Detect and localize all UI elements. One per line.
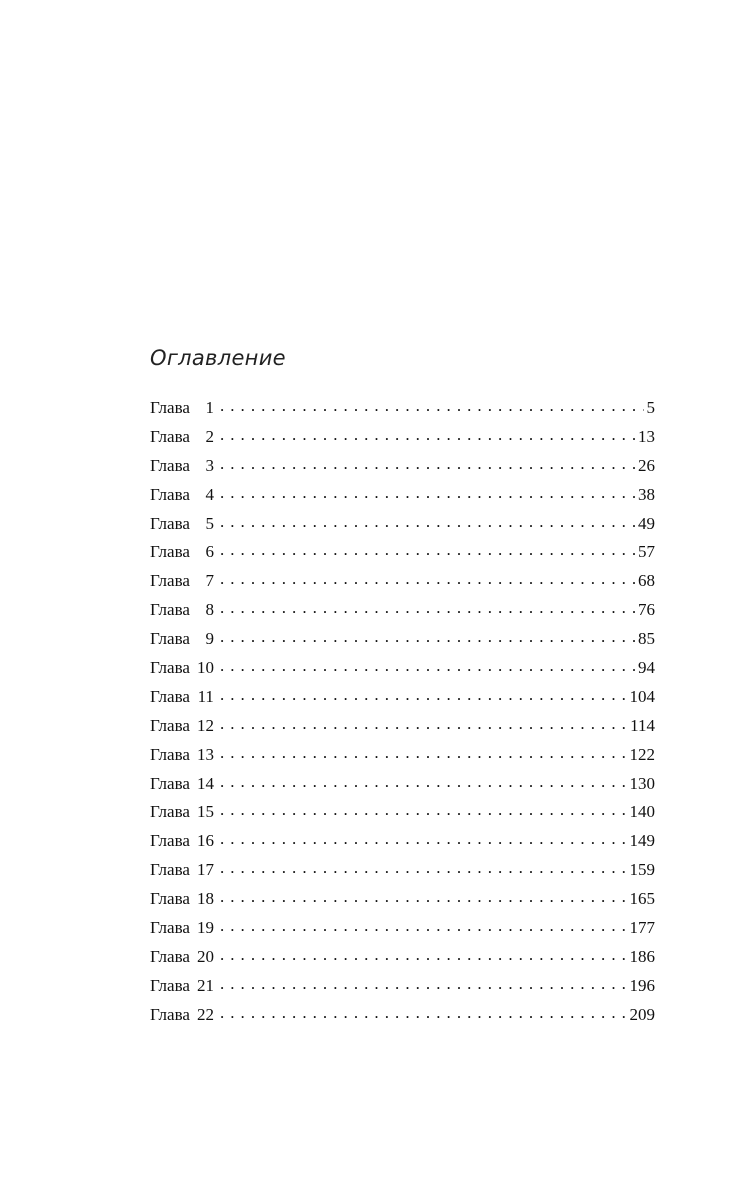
toc-dot-leader — [218, 598, 635, 615]
toc-entry-label: Глава — [150, 889, 190, 909]
toc-entry-page-number: 149 — [627, 831, 656, 851]
toc-entry-label: Глава — [150, 398, 190, 417]
toc-entry-page-number: 26 — [635, 456, 655, 476]
toc-dot-leader — [218, 945, 627, 962]
toc-entry-chapter-number: 4 — [205, 484, 214, 504]
toc-dot-leader — [218, 627, 635, 644]
toc-entry-chapter-number: 16 — [196, 831, 214, 851]
toc-entry-chapter-number: 14 — [196, 773, 214, 793]
toc-dot-leader — [218, 714, 627, 731]
toc-entry-page-number: 5 — [644, 398, 656, 418]
toc-entry[interactable] — [150, 916, 655, 945]
toc-dot-leader — [218, 1003, 627, 1020]
toc-entry-label: Глава — [150, 513, 190, 533]
toc-entry[interactable] — [150, 454, 655, 483]
toc-dot-leader — [218, 512, 635, 529]
toc-dot-leader — [218, 772, 627, 789]
toc-entry-chapter-number: 1 — [205, 398, 214, 417]
toc-entry-chapter-number: 22 — [196, 1004, 214, 1024]
toc-entry-label: Глава — [150, 658, 190, 678]
toc-entry[interactable] — [150, 627, 655, 656]
toc-entry-label: Глава — [150, 918, 190, 938]
toc-entry[interactable] — [150, 656, 655, 685]
toc-entry-chapter-number: 20 — [196, 946, 214, 966]
toc-dot-leader — [218, 800, 627, 817]
toc-entry-label: Глава — [150, 686, 190, 706]
toc-entry-label: Глава — [150, 773, 190, 793]
toc-dot-leader — [218, 425, 635, 442]
toc-entry-label: Глава — [150, 600, 190, 620]
toc-entry-chapter-number: 15 — [196, 802, 214, 822]
toc-entry[interactable] — [150, 714, 655, 743]
toc-dot-leader — [218, 829, 627, 846]
toc-entry-label: Глава — [150, 1004, 190, 1024]
toc-entry-page-number: 13 — [635, 427, 655, 447]
toc-entry-label: Глава — [150, 744, 190, 764]
toc-entry-label: Глава — [150, 975, 190, 995]
toc-entry[interactable] — [150, 1003, 655, 1032]
toc-entry[interactable] — [150, 483, 655, 512]
toc-entry[interactable] — [150, 512, 655, 541]
toc-entry-label: Глава — [150, 629, 190, 649]
toc-dot-leader — [218, 916, 627, 933]
toc-entry-page-number: 140 — [627, 802, 656, 822]
toc-entry-chapter-number: 7 — [205, 571, 214, 591]
toc-entry[interactable] — [150, 945, 655, 974]
toc-entry-page-number: 165 — [627, 889, 656, 909]
toc-dot-leader — [218, 483, 635, 500]
toc-dot-leader — [218, 743, 627, 760]
toc-entry-chapter-number: 2 — [205, 426, 214, 446]
toc-entry-label: Глава — [150, 571, 190, 591]
toc-entry-chapter-number: 18 — [196, 889, 214, 909]
toc-entry-page-number: 94 — [635, 658, 655, 678]
toc-entry-page-number: 122 — [627, 745, 656, 765]
toc-entry-chapter-number: 11 — [197, 686, 214, 706]
toc-entry-label: Глава — [150, 802, 190, 822]
toc-entry[interactable] — [150, 887, 655, 916]
toc-entry[interactable] — [150, 425, 655, 454]
toc-dot-leader — [218, 396, 644, 413]
toc-dot-leader — [218, 656, 635, 673]
toc-entry[interactable] — [150, 858, 655, 887]
table-of-contents — [150, 340, 655, 1032]
toc-entry-chapter-number: 9 — [205, 629, 214, 649]
toc-entry[interactable] — [150, 685, 655, 714]
toc-entry[interactable] — [150, 743, 655, 772]
toc-entry-page-number: 49 — [635, 514, 655, 534]
toc-entry[interactable] — [150, 800, 655, 829]
toc-entry-chapter-number: 21 — [196, 975, 214, 995]
toc-dot-leader — [218, 569, 635, 586]
toc-entry[interactable] — [150, 772, 655, 801]
toc-entry-chapter-number: 12 — [196, 715, 214, 735]
toc-entry-page-number: 114 — [627, 716, 655, 736]
toc-entry[interactable] — [150, 974, 655, 1003]
toc-entry-chapter-number: 17 — [196, 860, 214, 880]
toc-entry-label: Глава — [150, 542, 190, 562]
toc-entry-label: Глава — [150, 484, 190, 504]
toc-entry[interactable] — [150, 829, 655, 858]
toc-entry-label: Глава — [150, 860, 190, 880]
toc-entry-page-number: 186 — [627, 947, 656, 967]
toc-entry-chapter-number: 8 — [205, 600, 214, 620]
toc-entry-page-number: 209 — [627, 1005, 656, 1025]
toc-entry-page-number: 57 — [635, 542, 655, 562]
toc-entry[interactable] — [150, 396, 655, 425]
toc-entry[interactable] — [150, 598, 655, 627]
toc-entry-label: Глава — [150, 715, 190, 735]
toc-entry[interactable] — [150, 569, 655, 598]
toc-entry-chapter-number: 13 — [196, 744, 214, 764]
toc-title: Оглавление — [150, 346, 286, 370]
toc-entry-label: Глава — [150, 831, 190, 851]
toc-dot-leader — [218, 540, 635, 557]
toc-entry-label: Глава — [150, 426, 190, 446]
toc-entry-page-number: 76 — [635, 600, 655, 620]
toc-dot-leader — [218, 887, 627, 904]
toc-entry[interactable] — [150, 540, 655, 569]
toc-entry-label: Глава — [150, 455, 190, 475]
toc-entry-page-number: 177 — [627, 918, 656, 938]
toc-dot-leader — [218, 974, 627, 991]
toc-entry-label: Глава — [150, 946, 190, 966]
toc-entry-page-number: 68 — [635, 571, 655, 591]
toc-entry-chapter-number: 19 — [196, 918, 214, 938]
toc-entry-chapter-number: 3 — [205, 455, 214, 475]
toc-entry-page-number: 104 — [627, 687, 656, 707]
toc-entry-page-number: 196 — [627, 976, 656, 996]
toc-dot-leader — [218, 685, 627, 702]
toc-entry-page-number: 85 — [635, 629, 655, 649]
toc-entry-chapter-number: 10 — [196, 658, 214, 678]
toc-list — [150, 396, 655, 1032]
toc-entry-chapter-number: 6 — [205, 542, 214, 562]
toc-entry-page-number: 130 — [627, 774, 656, 794]
toc-dot-leader — [218, 454, 635, 471]
toc-entry-page-number: 159 — [627, 860, 656, 880]
toc-entry-chapter-number: 5 — [205, 513, 214, 533]
toc-entry-page-number: 38 — [635, 485, 655, 505]
toc-dot-leader — [218, 858, 627, 875]
